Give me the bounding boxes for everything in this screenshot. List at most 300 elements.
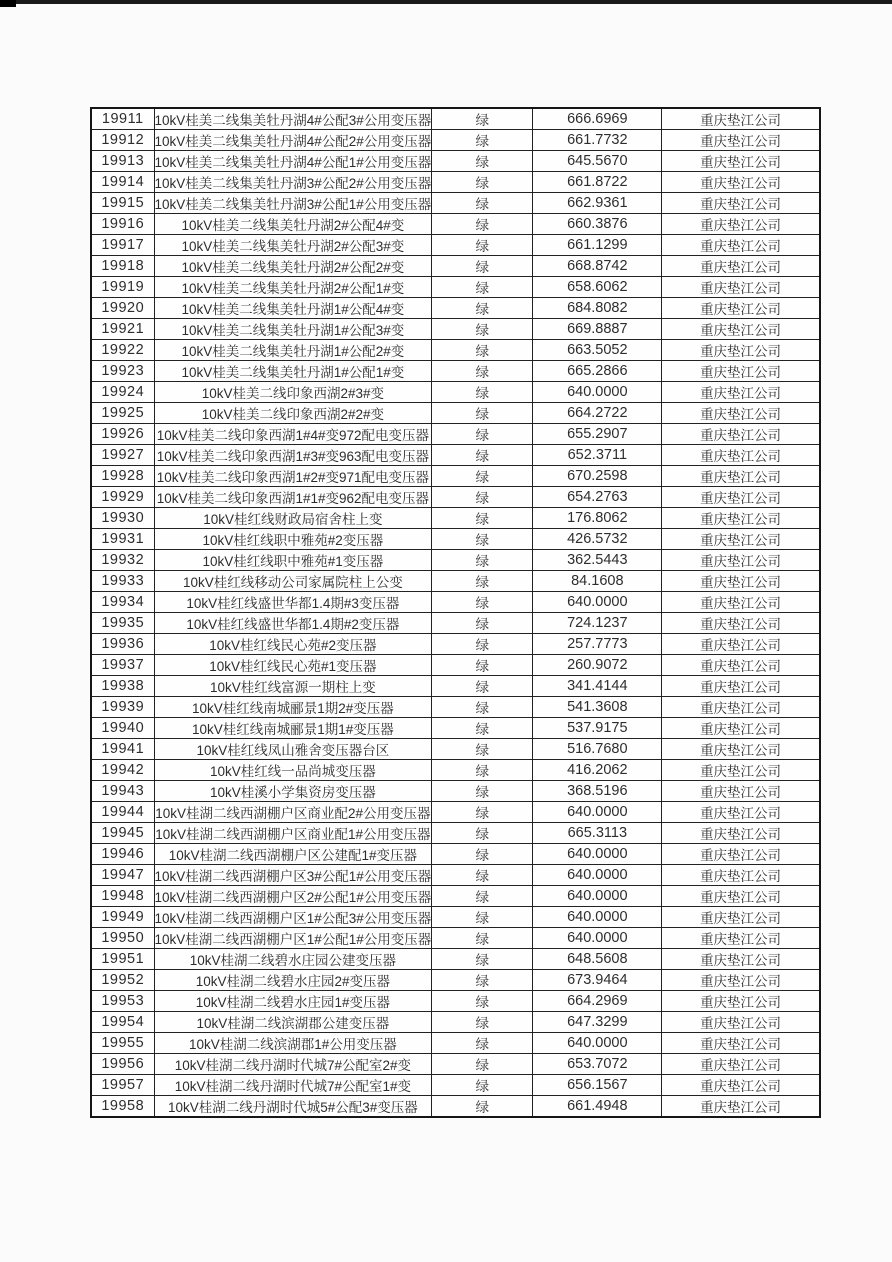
- device-name-cell: [154, 172, 432, 193]
- table-row: [91, 235, 820, 256]
- table-row: [91, 361, 820, 382]
- company-cell: 重庆垫江公司: [662, 508, 820, 529]
- status-cell: 绿: [432, 592, 533, 613]
- status-cell: 绿: [432, 844, 533, 865]
- table-row: [91, 1054, 820, 1075]
- status-cell: 绿: [432, 1096, 533, 1118]
- status-cell: 绿: [432, 130, 533, 151]
- device-name-text: 10kV桂湖二线西湖棚户区公建配1#变压器: [168, 848, 418, 863]
- device-name-clip: [155, 487, 432, 507]
- device-name-text: 10kV桂湖二线西湖棚户区商业配1#公用变压器: [155, 827, 431, 842]
- company-cell: 重庆垫江公司: [662, 928, 820, 949]
- status-cell: 绿: [432, 108, 533, 130]
- row-id-cell: 19919: [91, 277, 154, 298]
- device-data-table: [90, 107, 821, 1118]
- table-row: [91, 466, 820, 487]
- device-name-cell: [154, 424, 432, 445]
- device-name-text: 10kV桂红线一品尚城变压器: [210, 764, 376, 779]
- company-cell: 重庆垫江公司: [662, 193, 820, 214]
- row-id-cell: 19949: [91, 907, 154, 928]
- company-cell: 重庆垫江公司: [662, 1075, 820, 1096]
- status-cell: 绿: [432, 508, 533, 529]
- row-id-cell: 19945: [91, 823, 154, 844]
- table-row: [91, 634, 820, 655]
- value-cell: 660.3876: [533, 214, 662, 235]
- table-row: [91, 108, 820, 130]
- device-name-text: 10kV桂美二线印象西湖2#3#变: [201, 386, 385, 401]
- status-cell: 绿: [432, 1012, 533, 1033]
- row-id-cell: 19936: [91, 634, 154, 655]
- value-cell: 176.8062: [533, 508, 662, 529]
- device-name-text: 10kV桂湖二线滨湖郡公建变压器: [196, 1016, 390, 1031]
- status-cell: 绿: [432, 613, 533, 634]
- value-cell: 664.2722: [533, 403, 662, 424]
- device-name-cell: [154, 928, 432, 949]
- table-row: [91, 172, 820, 193]
- device-name-clip: [155, 760, 432, 780]
- device-name-cell: [154, 970, 432, 991]
- device-name-cell: [154, 991, 432, 1012]
- value-cell: 341.4144: [533, 676, 662, 697]
- row-id-cell: 19927: [91, 445, 154, 466]
- company-cell: 重庆垫江公司: [662, 235, 820, 256]
- row-id-cell: 19913: [91, 151, 154, 172]
- value-cell: 640.0000: [533, 886, 662, 907]
- device-name-text: 10kV桂美二线集美牡丹湖4#公配3#公用变压器: [154, 113, 432, 128]
- status-cell: 绿: [432, 403, 533, 424]
- company-cell: 重庆垫江公司: [662, 781, 820, 802]
- device-name-text: 10kV桂湖二线碧水庄园1#变压器: [195, 995, 391, 1010]
- status-cell: 绿: [432, 907, 533, 928]
- status-cell: 绿: [432, 172, 533, 193]
- device-name-text: 10kV桂红线盛世华都1.4期#3变压器: [186, 596, 400, 611]
- device-name-cell: [154, 592, 432, 613]
- device-name-clip: [155, 508, 432, 528]
- table-row: [91, 697, 820, 718]
- value-cell: 537.9175: [533, 718, 662, 739]
- row-id-cell: 19957: [91, 1075, 154, 1096]
- status-cell: 绿: [432, 865, 533, 886]
- value-cell: 661.8722: [533, 172, 662, 193]
- table-row: [91, 760, 820, 781]
- device-name-cell: [154, 277, 432, 298]
- device-name-text: 10kV桂美二线集美牡丹湖1#公配2#变: [181, 344, 405, 359]
- device-name-cell: [154, 613, 432, 634]
- table-row: [91, 718, 820, 739]
- device-name-clip: [155, 340, 432, 360]
- company-cell: 重庆垫江公司: [662, 970, 820, 991]
- device-name-clip: [155, 277, 432, 297]
- device-name-cell: [154, 319, 432, 340]
- table-row: [91, 571, 820, 592]
- table-row: [91, 319, 820, 340]
- table-row: [91, 298, 820, 319]
- device-name-text: 10kV桂美二线集美牡丹湖2#公配3#变: [181, 239, 405, 254]
- row-id-cell: 19943: [91, 781, 154, 802]
- company-cell: 重庆垫江公司: [662, 298, 820, 319]
- status-cell: 绿: [432, 277, 533, 298]
- status-cell: 绿: [432, 676, 533, 697]
- table-row: [91, 403, 820, 424]
- status-cell: 绿: [432, 487, 533, 508]
- status-cell: 绿: [432, 361, 533, 382]
- table-row: [91, 277, 820, 298]
- row-id-cell: 19914: [91, 172, 154, 193]
- row-id-cell: 19956: [91, 1054, 154, 1075]
- device-name-text: 10kV桂红线富源一期柱上变: [210, 680, 376, 695]
- device-name-cell: [154, 760, 432, 781]
- row-id-cell: 19939: [91, 697, 154, 718]
- device-name-cell: [154, 739, 432, 760]
- device-name-text: 10kV桂红线南城郦景1期2#变压器: [192, 701, 394, 716]
- value-cell: 661.4948: [533, 1096, 662, 1118]
- value-cell: 640.0000: [533, 592, 662, 613]
- value-cell: 257.7773: [533, 634, 662, 655]
- value-cell: 640.0000: [533, 802, 662, 823]
- row-id-cell: 19944: [91, 802, 154, 823]
- value-cell: 666.6969: [533, 108, 662, 130]
- device-name-cell: [154, 151, 432, 172]
- value-cell: 664.2969: [533, 991, 662, 1012]
- table-row: [91, 970, 820, 991]
- table-row: [91, 193, 820, 214]
- value-cell: 653.7072: [533, 1054, 662, 1075]
- device-name-clip: [155, 445, 432, 465]
- device-name-cell: [154, 193, 432, 214]
- status-cell: 绿: [432, 298, 533, 319]
- device-name-clip: [155, 655, 432, 675]
- value-cell: 362.5443: [533, 550, 662, 571]
- company-cell: 重庆垫江公司: [662, 613, 820, 634]
- row-id-cell: 19954: [91, 1012, 154, 1033]
- status-cell: 绿: [432, 634, 533, 655]
- device-name-cell: [154, 655, 432, 676]
- device-name-cell: [154, 214, 432, 235]
- row-id-cell: 19930: [91, 508, 154, 529]
- company-cell: 重庆垫江公司: [662, 382, 820, 403]
- device-name-text: 10kV桂湖二线丹湖时代城7#公配室2#变: [174, 1058, 412, 1073]
- value-cell: 541.3608: [533, 697, 662, 718]
- company-cell: 重庆垫江公司: [662, 1012, 820, 1033]
- table-row: [91, 802, 820, 823]
- device-name-cell: [154, 823, 432, 844]
- company-cell: 重庆垫江公司: [662, 1096, 820, 1118]
- device-name-text: 10kV桂红线民心苑#1变压器: [209, 659, 377, 674]
- table-row: [91, 676, 820, 697]
- company-cell: 重庆垫江公司: [662, 151, 820, 172]
- device-name-clip: [155, 1012, 432, 1032]
- device-name-cell: [154, 802, 432, 823]
- row-id-cell: 19920: [91, 298, 154, 319]
- device-name-clip: [155, 214, 432, 234]
- row-id-cell: 19935: [91, 613, 154, 634]
- status-cell: 绿: [432, 445, 533, 466]
- device-name-clip: [155, 550, 432, 570]
- device-name-clip: [155, 319, 432, 339]
- company-cell: 重庆垫江公司: [662, 991, 820, 1012]
- table-row: [91, 1096, 820, 1118]
- status-cell: 绿: [432, 1033, 533, 1054]
- table-row: [91, 991, 820, 1012]
- device-name-clip: [155, 991, 432, 1011]
- device-name-text: 10kV桂美二线集美牡丹湖4#公配2#公用变压器: [154, 134, 432, 149]
- row-id-cell: 19934: [91, 592, 154, 613]
- value-cell: 663.5052: [533, 340, 662, 361]
- status-cell: 绿: [432, 193, 533, 214]
- device-name-text: 10kV桂湖二线西湖棚户区3#公配1#公用变压器: [154, 869, 432, 884]
- device-name-cell: [154, 949, 432, 970]
- row-id-cell: 19947: [91, 865, 154, 886]
- company-cell: 重庆垫江公司: [662, 592, 820, 613]
- status-cell: 绿: [432, 991, 533, 1012]
- company-cell: 重庆垫江公司: [662, 529, 820, 550]
- company-cell: 重庆垫江公司: [662, 1033, 820, 1054]
- device-name-cell: [154, 844, 432, 865]
- device-name-clip: [155, 235, 432, 255]
- device-name-cell: [154, 235, 432, 256]
- device-name-clip: [155, 592, 432, 612]
- device-name-text: 10kV桂溪小学集资房变压器: [210, 785, 376, 800]
- value-cell: 661.7732: [533, 130, 662, 151]
- device-name-clip: [155, 949, 432, 969]
- table-body: [91, 108, 820, 1117]
- status-cell: 绿: [432, 571, 533, 592]
- status-cell: 绿: [432, 550, 533, 571]
- device-name-clip: [155, 466, 432, 486]
- value-cell: 426.5732: [533, 529, 662, 550]
- device-name-cell: [154, 487, 432, 508]
- company-cell: 重庆垫江公司: [662, 949, 820, 970]
- status-cell: 绿: [432, 1054, 533, 1075]
- status-cell: 绿: [432, 823, 533, 844]
- value-cell: 724.1237: [533, 613, 662, 634]
- device-name-clip: [155, 634, 432, 654]
- table-row: [91, 1075, 820, 1096]
- row-id-cell: 19931: [91, 529, 154, 550]
- value-cell: 516.7680: [533, 739, 662, 760]
- company-cell: 重庆垫江公司: [662, 1054, 820, 1075]
- device-name-clip: [155, 1096, 432, 1116]
- company-cell: 重庆垫江公司: [662, 760, 820, 781]
- device-name-clip: [155, 172, 432, 192]
- device-name-text: 10kV桂湖二线碧水庄园2#变压器: [195, 974, 391, 989]
- value-cell: 655.2907: [533, 424, 662, 445]
- device-name-clip: [155, 529, 432, 549]
- device-name-text: 10kV桂湖二线西湖棚户区2#公配1#公用变压器: [154, 890, 432, 905]
- company-cell: 重庆垫江公司: [662, 844, 820, 865]
- device-name-cell: [154, 298, 432, 319]
- device-name-text: 10kV桂美二线集美牡丹湖3#公配2#公用变压器: [154, 176, 432, 191]
- table-row: [91, 487, 820, 508]
- value-cell: 640.0000: [533, 1033, 662, 1054]
- value-cell: 640.0000: [533, 928, 662, 949]
- scan-corner-artifact: [0, 0, 16, 7]
- company-cell: 重庆垫江公司: [662, 886, 820, 907]
- row-id-cell: 19922: [91, 340, 154, 361]
- status-cell: 绿: [432, 718, 533, 739]
- device-name-text: 10kV桂湖二线西湖棚户区1#公配3#公用变压器: [154, 911, 432, 926]
- value-cell: 84.1608: [533, 571, 662, 592]
- device-name-clip: [155, 613, 432, 633]
- device-name-clip: [155, 970, 432, 990]
- row-id-cell: 19928: [91, 466, 154, 487]
- device-name-text: 10kV桂美二线印象西湖1#1#变962配电变压器: [156, 491, 430, 506]
- row-id-cell: 19940: [91, 718, 154, 739]
- device-name-text: 10kV桂红线财政局宿舍柱上变: [203, 512, 383, 527]
- device-name-clip: [155, 844, 432, 864]
- status-cell: 绿: [432, 697, 533, 718]
- device-name-clip: [155, 403, 432, 423]
- table-row: [91, 256, 820, 277]
- value-cell: 640.0000: [533, 907, 662, 928]
- row-id-cell: 19958: [91, 1096, 154, 1118]
- value-cell: 640.0000: [533, 382, 662, 403]
- device-name-text: 10kV桂红线盛世华都1.4期#2变压器: [186, 617, 400, 632]
- status-cell: 绿: [432, 256, 533, 277]
- device-name-cell: [154, 529, 432, 550]
- row-id-cell: 19923: [91, 361, 154, 382]
- device-name-cell: [154, 634, 432, 655]
- device-name-clip: [155, 928, 432, 948]
- device-name-cell: [154, 571, 432, 592]
- table-row: [91, 949, 820, 970]
- device-name-text: 10kV桂湖二线丹湖时代城7#公配室1#变: [174, 1079, 412, 1094]
- table-row: [91, 613, 820, 634]
- device-name-text: 10kV桂红线移动公司家属院柱上公变: [183, 575, 403, 590]
- device-name-text: 10kV桂湖二线丹湖时代城5#公配3#变压器: [168, 1100, 418, 1115]
- device-name-cell: [154, 907, 432, 928]
- row-id-cell: 19950: [91, 928, 154, 949]
- company-cell: 重庆垫江公司: [662, 718, 820, 739]
- device-name-clip: [155, 109, 432, 129]
- device-name-text: 10kV桂红线凤山雅舍变压器台区: [196, 743, 390, 758]
- device-name-clip: [155, 193, 432, 213]
- device-name-clip: [155, 676, 432, 696]
- value-cell: 652.3711: [533, 445, 662, 466]
- device-name-clip: [155, 151, 432, 171]
- company-cell: 重庆垫江公司: [662, 256, 820, 277]
- status-cell: 绿: [432, 319, 533, 340]
- value-cell: 658.6062: [533, 277, 662, 298]
- table-row: [91, 508, 820, 529]
- company-cell: 重庆垫江公司: [662, 802, 820, 823]
- device-name-clip: [155, 886, 432, 906]
- device-name-cell: [154, 886, 432, 907]
- value-cell: 673.9464: [533, 970, 662, 991]
- device-name-text: 10kV桂美二线集美牡丹湖4#公配1#公用变压器: [154, 155, 432, 170]
- status-cell: 绿: [432, 529, 533, 550]
- status-cell: 绿: [432, 1075, 533, 1096]
- table-row: [91, 823, 820, 844]
- status-cell: 绿: [432, 760, 533, 781]
- device-name-clip: [155, 130, 432, 150]
- device-name-cell: [154, 445, 432, 466]
- row-id-cell: 19929: [91, 487, 154, 508]
- device-name-text: 10kV桂湖二线西湖棚户区商业配2#公用变压器: [155, 806, 431, 821]
- row-id-cell: 19946: [91, 844, 154, 865]
- device-name-text: 10kV桂美二线集美牡丹湖2#公配2#变: [181, 260, 405, 275]
- device-name-text: 10kV桂美二线集美牡丹湖3#公配1#公用变压器: [154, 197, 432, 212]
- company-cell: 重庆垫江公司: [662, 445, 820, 466]
- device-name-clip: [155, 1075, 432, 1095]
- device-name-text: 10kV桂美二线印象西湖2#2#变: [201, 407, 385, 422]
- company-cell: 重庆垫江公司: [662, 424, 820, 445]
- row-id-cell: 19948: [91, 886, 154, 907]
- value-cell: 662.9361: [533, 193, 662, 214]
- company-cell: 重庆垫江公司: [662, 634, 820, 655]
- row-id-cell: 19916: [91, 214, 154, 235]
- device-name-text: 10kV桂美二线印象西湖1#3#变963配电变压器: [156, 449, 430, 464]
- table-row: [91, 865, 820, 886]
- device-name-text: 10kV桂美二线集美牡丹湖1#公配4#变: [181, 302, 405, 317]
- device-name-cell: [154, 256, 432, 277]
- company-cell: 重庆垫江公司: [662, 823, 820, 844]
- table-row: [91, 151, 820, 172]
- status-cell: 绿: [432, 886, 533, 907]
- company-cell: 重庆垫江公司: [662, 739, 820, 760]
- value-cell: 669.8887: [533, 319, 662, 340]
- row-id-cell: 19941: [91, 739, 154, 760]
- table-row: [91, 928, 820, 949]
- row-id-cell: 19917: [91, 235, 154, 256]
- status-cell: 绿: [432, 214, 533, 235]
- table-row: [91, 655, 820, 676]
- row-id-cell: 19938: [91, 676, 154, 697]
- scan-top-edge-artifact: [0, 0, 892, 4]
- table-row: [91, 739, 820, 760]
- device-name-clip: [155, 1054, 432, 1074]
- device-name-clip: [155, 802, 432, 822]
- company-cell: 重庆垫江公司: [662, 214, 820, 235]
- table-row: [91, 214, 820, 235]
- value-cell: 648.5608: [533, 949, 662, 970]
- row-id-cell: 19937: [91, 655, 154, 676]
- row-id-cell: 19942: [91, 760, 154, 781]
- company-cell: 重庆垫江公司: [662, 319, 820, 340]
- table-row: [91, 1012, 820, 1033]
- row-id-cell: 19951: [91, 949, 154, 970]
- device-name-clip: [155, 865, 432, 885]
- device-name-text: 10kV桂美二线集美牡丹湖2#公配1#变: [181, 281, 405, 296]
- table-row: [91, 130, 820, 151]
- row-id-cell: 19915: [91, 193, 154, 214]
- status-cell: 绿: [432, 928, 533, 949]
- device-name-text: 10kV桂红线南城郦景1期1#变压器: [192, 722, 394, 737]
- device-name-text: 10kV桂美二线集美牡丹湖1#公配3#变: [181, 323, 405, 338]
- company-cell: 重庆垫江公司: [662, 361, 820, 382]
- status-cell: 绿: [432, 970, 533, 991]
- status-cell: 绿: [432, 424, 533, 445]
- row-id-cell: 19924: [91, 382, 154, 403]
- device-name-cell: [154, 340, 432, 361]
- company-cell: 重庆垫江公司: [662, 340, 820, 361]
- company-cell: 重庆垫江公司: [662, 108, 820, 130]
- status-cell: 绿: [432, 781, 533, 802]
- device-name-cell: [154, 1075, 432, 1096]
- device-name-clip: [155, 571, 432, 591]
- value-cell: 647.3299: [533, 1012, 662, 1033]
- device-name-cell: [154, 697, 432, 718]
- table-row: [91, 424, 820, 445]
- row-id-cell: 19932: [91, 550, 154, 571]
- device-name-text: 10kV桂红线职中雅苑#2变压器: [202, 533, 384, 548]
- device-name-text: 10kV桂湖二线碧水庄园公建变压器: [189, 953, 397, 968]
- device-name-cell: [154, 865, 432, 886]
- company-cell: 重庆垫江公司: [662, 865, 820, 886]
- status-cell: 绿: [432, 739, 533, 760]
- device-name-cell: [154, 361, 432, 382]
- device-name-cell: [154, 108, 432, 130]
